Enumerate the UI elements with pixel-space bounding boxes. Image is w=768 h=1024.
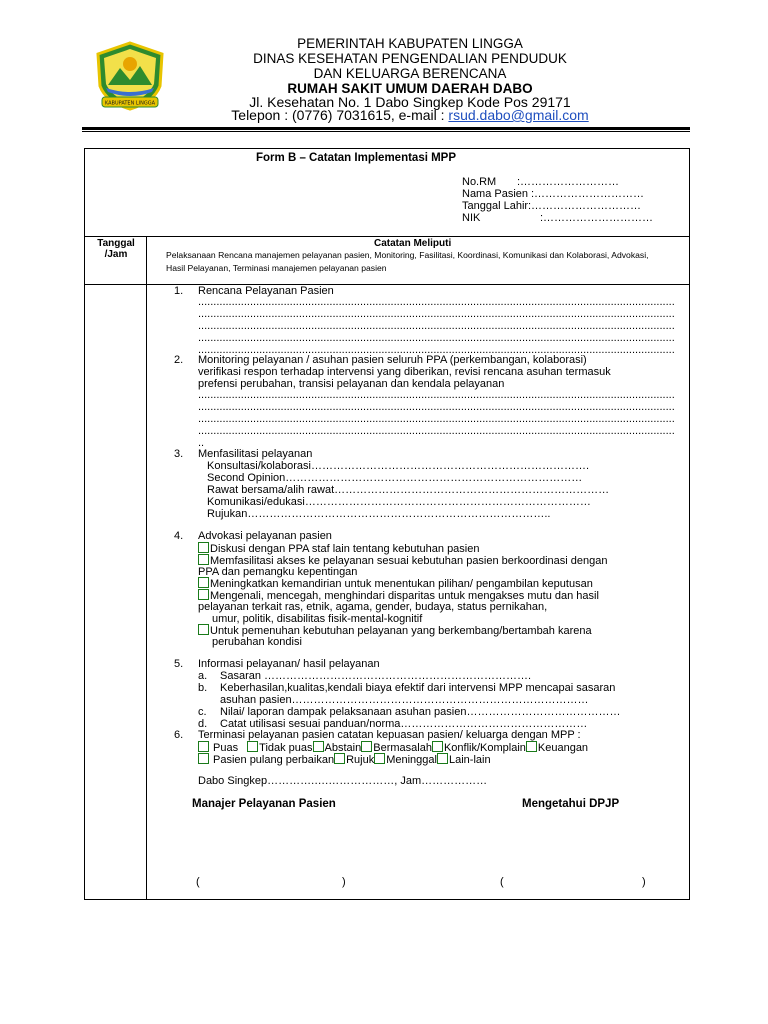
option-keuangan: Keuangan <box>537 742 589 754</box>
field-nama-pasien-label: Nama Pasien <box>462 188 529 200</box>
row-divider-1 <box>84 236 690 237</box>
checkbox[interactable] <box>198 741 209 752</box>
field-no-rm-label: No.RM <box>462 176 497 188</box>
advokasi-option-cont: pelayanan terkait ras, etnik, agama, gender, budaya, status pernikahan, <box>198 601 548 613</box>
signature-paren-open: ( <box>196 876 200 888</box>
section-3-item[interactable]: Second Opinion……………………………………………………………………… <box>207 472 583 484</box>
advokasi-option-cont: umur, politik, disabilitas fisik-mental-kognitif <box>212 613 423 625</box>
kabupaten-lingga-logo <box>92 40 168 112</box>
section-4-number: 4. <box>174 530 184 542</box>
section-5-b-text-2[interactable]: asuhan pasien……………………………………………………………………… <box>220 694 589 706</box>
advokasi-option-label: Mengenali, mencegah, menghindari disparitas untuk mengakses mutu dan hasil <box>210 590 599 602</box>
section-3-item[interactable]: Rujukan……………………………………………………………………….. <box>207 508 551 520</box>
column-header-tanggal-jam: Tanggal /Jam <box>97 238 135 260</box>
header-rule-thick <box>82 127 690 130</box>
field-nik-label: NIK <box>462 212 481 224</box>
hospital-name: RUMAH SAKIT UMUM DAERAH DABO <box>287 81 533 96</box>
option-pasien-pulang: Pasien pulang perbaikan <box>213 754 335 766</box>
signature-paren-close: ) <box>342 876 346 888</box>
option-rujuk: Rujuk <box>346 754 375 766</box>
section-5-c-letter: c. <box>198 706 207 718</box>
section-5-title: Informasi pelayanan/ hasil pelayanan <box>198 658 380 670</box>
section-5-c-text[interactable]: Nilai/ laporan dampak pelaksanaan asuhan pasien…………………………………… <box>220 706 621 718</box>
section-6-number: 6. <box>174 729 184 741</box>
terminasi-options-row-2 <box>198 753 491 767</box>
column-description: Pelaksanaan Rencana manajemen pelayanan pasien, Monitoring, Fasilitasi, Koordinasi, Komunikasi dan Kolaborasi, Advokasi, Hasil Pelayanan, Terminasi manajemen pelayanan pasien <box>166 250 649 273</box>
section-2-line[interactable] <box>198 413 674 425</box>
field-tanggal-lahir-label: Tanggal Lahir <box>462 200 529 212</box>
checkbox[interactable] <box>374 753 385 764</box>
section-2-title: Monitoring pelayanan / asuhan pasien seluruh PPA (perkembangan, kolaborasi) <box>198 354 587 366</box>
advokasi-option-label: Meningkatkan kemandirian untuk menentukan pilihan/ pengambilan keputusan <box>210 578 593 590</box>
checkbox[interactable] <box>361 741 372 752</box>
option-bermasalah: Bermasalah <box>373 742 432 754</box>
section-4-title: Advokasi pelayanan pasien <box>198 530 332 542</box>
column-header-catatan: Catatan Meliputi <box>374 238 452 249</box>
section-1-title: Rencana Pelayanan Pasien <box>198 285 334 297</box>
section-5-b-text: Keberhasilan,kualitas,kendali biaya efektif dari intervensi MPP mencapai sasaran <box>220 682 616 694</box>
field-nama-pasien-value[interactable]: :………………………… <box>531 188 645 200</box>
section-3-title: Menfasilitasi pelayanan <box>198 448 313 460</box>
option-puas: Puas <box>213 742 239 754</box>
checkbox[interactable] <box>247 741 258 752</box>
section-2-line[interactable] <box>198 401 674 413</box>
header-line-3: DAN KELUARGA BERENCANA <box>313 66 507 81</box>
section-2-line[interactable] <box>198 389 674 401</box>
phone-text: Telepon : (0776) 7031615, e-mail : <box>231 107 449 123</box>
checkbox[interactable] <box>198 542 209 553</box>
header-rule-thin <box>82 131 690 132</box>
header-line-1: PEMERINTAH KABUPATEN LINGGA <box>297 36 523 51</box>
column-divider <box>146 236 147 899</box>
section-1-line[interactable] <box>198 332 674 344</box>
section-1-number: 1. <box>174 285 184 297</box>
section-3-number: 3. <box>174 448 184 460</box>
section-3-item[interactable]: Rawat bersama/alih rawat………………………………………………………………… <box>207 484 610 496</box>
checkbox[interactable] <box>437 753 448 764</box>
section-3-item[interactable]: Konsultasi/kolaborasi…………………………………………………………………. <box>207 460 590 472</box>
header-line-2: DINAS KESEHATAN PENGENDALIAN PENDUDUK <box>253 51 567 66</box>
checkbox[interactable] <box>198 554 209 565</box>
signature-label-dpjp: Mengetahui DPJP <box>522 798 620 810</box>
advokasi-option-label: Memfasilitasi akses ke pelayanan sesuai kebutuhan pasien berkoordinasi dengan <box>210 555 608 567</box>
option-lain-lain: Lain-lain <box>448 754 491 766</box>
checkbox[interactable] <box>526 741 537 752</box>
checkbox[interactable] <box>198 624 209 635</box>
signature-label-manajer: Manajer Pelayanan Pasien <box>192 798 336 810</box>
field-nik-value[interactable]: :………………………… <box>540 212 654 224</box>
advokasi-option-cont: PPA dan pemangku kepentingan <box>198 566 358 578</box>
field-no-rm-value[interactable]: :……………………… <box>517 176 620 188</box>
section-5-a-letter: a. <box>198 670 208 682</box>
section-5-d-letter: d. <box>198 718 208 730</box>
advokasi-option-cont: perubahan kondisi <box>212 636 302 648</box>
header-address: Jl. Kesehatan No. 1 Dabo Singkep Kode Pos 29171 <box>249 94 571 110</box>
signature-paren-close: ) <box>642 876 646 888</box>
section-5-d-text[interactable]: Catat utilisasi sesuai panduan/norma…………………………………………… <box>220 718 588 730</box>
checkbox[interactable] <box>432 741 443 752</box>
place-date-line[interactable]: Dabo Singkep………….….………………, Jam……………… <box>198 775 488 787</box>
section-2-line-3: prefensi perubahan, transisi pelayanan dan kendala pelayanan <box>198 378 505 390</box>
section-5-number: 5. <box>174 658 184 670</box>
checkbox[interactable] <box>198 589 209 600</box>
section-1-line[interactable] <box>198 320 674 332</box>
advokasi-option-label: Untuk pemenuhan kebutuhan pelayanan yang berkembang/bertambah karena <box>210 625 592 637</box>
checkbox[interactable] <box>198 753 209 764</box>
checkbox[interactable] <box>198 577 209 588</box>
option-konflik: Konflik/Komplain <box>443 742 526 754</box>
section-2-number: 2. <box>174 354 184 366</box>
email-link[interactable]: rsud.dabo@gmail.com <box>448 107 589 123</box>
section-2-line[interactable] <box>198 425 674 437</box>
option-meninggal: Meninggal <box>386 754 437 766</box>
checkbox[interactable] <box>334 753 345 764</box>
header-contact <box>170 108 650 123</box>
advokasi-option-label: Diskusi dengan PPA staf lain tentang kebutuhan pasien <box>210 543 480 555</box>
svg-text:KABUPATEN LINGGA: KABUPATEN LINGGA <box>104 100 156 107</box>
signature-paren-open: ( <box>500 876 504 888</box>
field-tanggal-lahir-value[interactable]: :………………………… <box>528 200 642 212</box>
section-1-line[interactable] <box>198 308 674 320</box>
section-5-a-text[interactable]: Sasaran ………………………………………………………………. <box>220 670 532 682</box>
checkbox[interactable] <box>313 741 324 752</box>
section-1-line[interactable] <box>198 296 674 308</box>
section-2-line-2: verifikasi respon terhadap intervensi yang diberikan, revisi rencana asuhan termasuk <box>198 366 611 378</box>
section-6-title: Terminasi pelayanan pasien catatan kepuasan pasien/ keluarga dengan MPP : <box>198 729 581 741</box>
option-tidak-puas: Tidak puas <box>259 742 313 754</box>
form-title: Form B – Catatan Implementasi MPP <box>256 152 457 164</box>
section-5-b-letter: b. <box>198 682 208 694</box>
option-abstain: Abstain <box>324 742 362 754</box>
section-3-item[interactable]: Komunikasi/edukasi…………………………………………………………………… <box>207 496 591 508</box>
